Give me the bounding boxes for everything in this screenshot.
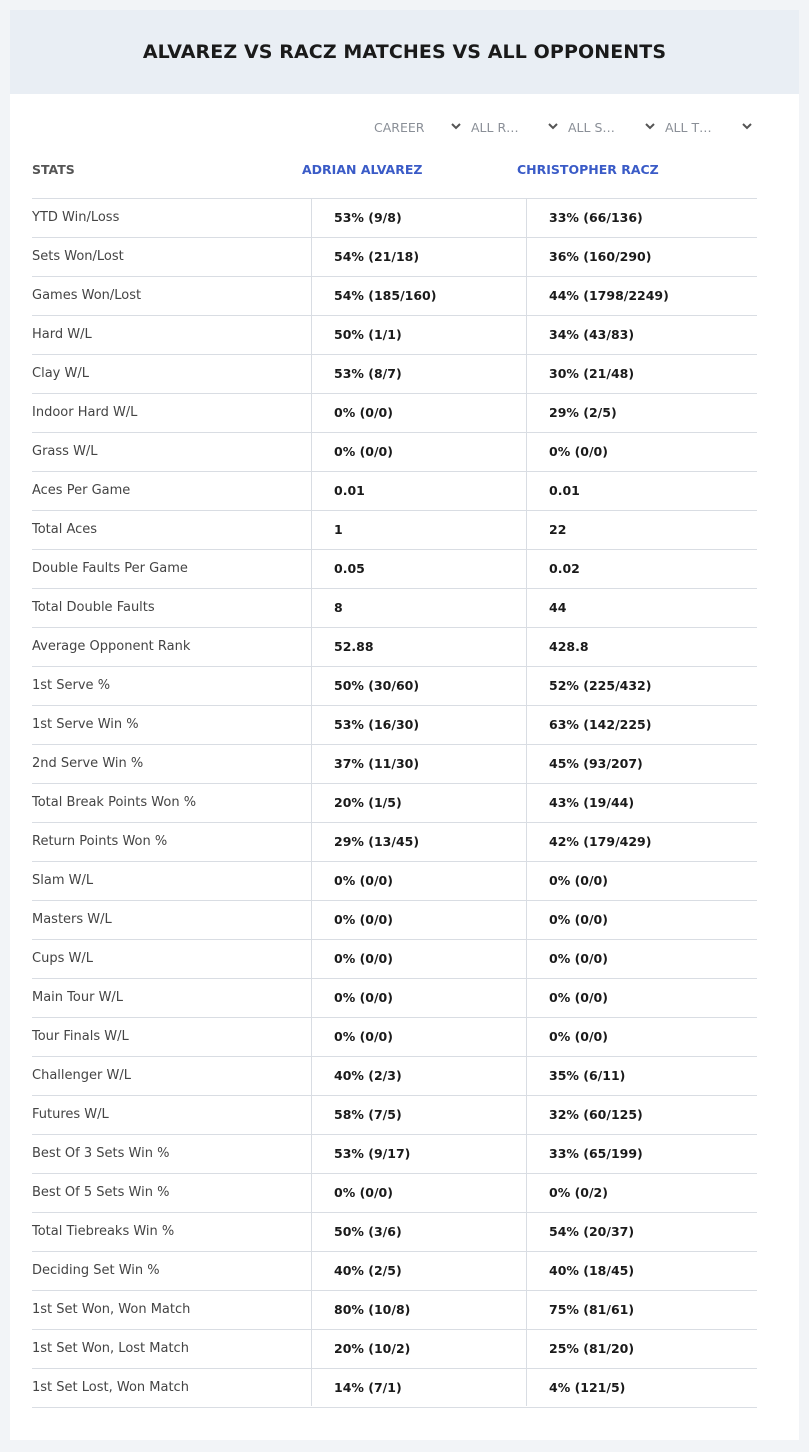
table-row bbox=[32, 667, 757, 706]
player1-value: 0% (0/0) bbox=[334, 444, 393, 459]
player2-value: 54% (20/37) bbox=[549, 1224, 635, 1239]
table-row bbox=[32, 1135, 757, 1174]
player1-value: 0% (0/0) bbox=[334, 1185, 393, 1200]
player2-value: 4% (121/5) bbox=[549, 1380, 626, 1395]
player2-value: 29% (2/5) bbox=[549, 405, 617, 420]
stat-label: 2nd Serve Win % bbox=[32, 756, 144, 771]
stat-label: Slam W/L bbox=[32, 873, 94, 888]
player1-value: 53% (9/8) bbox=[334, 210, 402, 225]
chevron-down-icon bbox=[740, 119, 754, 133]
table-row bbox=[32, 433, 757, 472]
player1-value: 0% (0/0) bbox=[334, 1029, 393, 1044]
player1-value: 0% (0/0) bbox=[334, 912, 393, 927]
table-row bbox=[32, 784, 757, 823]
filter-bar bbox=[370, 116, 758, 138]
player2-value: 0.01 bbox=[549, 483, 580, 498]
player2-value: 0% (0/0) bbox=[549, 951, 608, 966]
stat-label: Indoor Hard W/L bbox=[32, 405, 138, 420]
stat-label: Average Opponent Rank bbox=[32, 639, 191, 654]
table-row bbox=[32, 1096, 757, 1135]
player2-value: 43% (19/44) bbox=[549, 795, 635, 810]
player2-value: 35% (6/11) bbox=[549, 1068, 626, 1083]
player1-value: 53% (9/17) bbox=[334, 1146, 411, 1161]
player1-value: 8 bbox=[334, 600, 343, 615]
player2-value: 42% (179/429) bbox=[549, 834, 652, 849]
table-row bbox=[32, 979, 757, 1018]
stat-label: Aces Per Game bbox=[32, 483, 131, 498]
filter-surface-label: ALL S… bbox=[568, 119, 615, 135]
table-row bbox=[32, 1174, 757, 1213]
stat-label: 1st Set Won, Lost Match bbox=[32, 1341, 189, 1356]
player2-value: 0.02 bbox=[549, 561, 580, 576]
player2-value: 45% (93/207) bbox=[549, 756, 643, 771]
player2-value: 33% (65/199) bbox=[549, 1146, 643, 1161]
player2-value: 40% (18/45) bbox=[549, 1263, 635, 1278]
player1-value: 0.05 bbox=[334, 561, 365, 576]
player2-value: 34% (43/83) bbox=[549, 327, 635, 342]
stat-label: 1st Serve % bbox=[32, 678, 111, 693]
stat-label: Tour Finals W/L bbox=[32, 1029, 129, 1044]
player1-value: 54% (185/160) bbox=[334, 288, 437, 303]
table-row bbox=[32, 355, 757, 394]
stat-label: YTD Win/Loss bbox=[32, 210, 120, 225]
stat-label: 1st Set Won, Won Match bbox=[32, 1302, 191, 1317]
player1-value: 0% (0/0) bbox=[334, 990, 393, 1005]
table-row bbox=[32, 199, 757, 238]
stat-label: Total Break Points Won % bbox=[32, 795, 197, 810]
table-row bbox=[32, 901, 757, 940]
page-title: ALVAREZ VS RACZ MATCHES VS ALL OPPONENTS bbox=[142, 41, 667, 63]
column-divider bbox=[526, 198, 527, 1406]
stat-label: Deciding Set Win % bbox=[32, 1263, 160, 1278]
table-row bbox=[32, 394, 757, 433]
player2-value: 36% (160/290) bbox=[549, 249, 652, 264]
player2-value: 0% (0/0) bbox=[549, 912, 608, 927]
player1-value: 80% (10/8) bbox=[334, 1302, 411, 1317]
stat-label: Total Double Faults bbox=[32, 600, 155, 615]
table-row bbox=[32, 862, 757, 901]
player1-value: 0.01 bbox=[334, 483, 365, 498]
stat-label: Hard W/L bbox=[32, 327, 92, 342]
player1-value: 53% (16/30) bbox=[334, 717, 420, 732]
player1-value: 37% (11/30) bbox=[334, 756, 420, 771]
stat-label: 1st Serve Win % bbox=[32, 717, 139, 732]
filter-round-select[interactable] bbox=[467, 116, 564, 138]
stat-label: Best Of 5 Sets Win % bbox=[32, 1185, 170, 1200]
player1-link[interactable]: ADRIAN ALVAREZ bbox=[302, 162, 423, 177]
stat-label: Challenger W/L bbox=[32, 1068, 131, 1083]
player2-value: 0% (0/2) bbox=[549, 1185, 608, 1200]
table-row bbox=[32, 1252, 757, 1291]
player1-value: 54% (21/18) bbox=[334, 249, 420, 264]
stat-label: Cups W/L bbox=[32, 951, 93, 966]
player2-value: 44% (1798/2249) bbox=[549, 288, 669, 303]
table-header bbox=[32, 160, 757, 198]
stat-label: Futures W/L bbox=[32, 1107, 109, 1122]
player2-value: 0% (0/0) bbox=[549, 990, 608, 1005]
stat-label: Double Faults Per Game bbox=[32, 561, 188, 576]
stats-table bbox=[32, 198, 757, 1408]
filter-tournament-label: ALL T… bbox=[665, 119, 712, 135]
player2-value: 32% (60/125) bbox=[549, 1107, 643, 1122]
filter-surface-select[interactable] bbox=[564, 116, 661, 138]
table-row bbox=[32, 316, 757, 355]
player2-value: 75% (81/61) bbox=[549, 1302, 635, 1317]
player1-value: 40% (2/3) bbox=[334, 1068, 402, 1083]
column-divider bbox=[311, 198, 312, 1406]
player1-value: 0% (0/0) bbox=[334, 951, 393, 966]
player2-value: 0% (0/0) bbox=[549, 873, 608, 888]
player1-value: 20% (10/2) bbox=[334, 1341, 411, 1356]
card-header bbox=[10, 10, 799, 94]
player1-value: 14% (7/1) bbox=[334, 1380, 402, 1395]
table-row bbox=[32, 706, 757, 745]
player1-value: 52.88 bbox=[334, 639, 374, 654]
player1-value: 50% (30/60) bbox=[334, 678, 420, 693]
table-row bbox=[32, 589, 757, 628]
stat-label: Return Points Won % bbox=[32, 834, 168, 849]
table-row bbox=[32, 550, 757, 589]
table-row bbox=[32, 1057, 757, 1096]
stat-label: 1st Set Lost, Won Match bbox=[32, 1380, 189, 1395]
player1-value: 58% (7/5) bbox=[334, 1107, 402, 1122]
player2-value: 428.8 bbox=[549, 639, 589, 654]
player2-value: 52% (225/432) bbox=[549, 678, 652, 693]
chevron-down-icon bbox=[449, 119, 463, 133]
table-row bbox=[32, 1330, 757, 1369]
player1-value: 50% (3/6) bbox=[334, 1224, 402, 1239]
player1-value: 29% (13/45) bbox=[334, 834, 420, 849]
stat-label: Sets Won/Lost bbox=[32, 249, 124, 264]
player1-value: 20% (1/5) bbox=[334, 795, 402, 810]
stat-label: Total Aces bbox=[32, 522, 98, 537]
player1-value: 1 bbox=[334, 522, 343, 537]
table-row bbox=[32, 745, 757, 784]
filter-period-label: CAREER bbox=[374, 119, 425, 135]
player1-value: 0% (0/0) bbox=[334, 873, 393, 888]
chevron-down-icon bbox=[643, 119, 657, 133]
filter-tournament-select[interactable] bbox=[661, 116, 758, 138]
player2-value: 63% (142/225) bbox=[549, 717, 652, 732]
stats-column-header: STATS bbox=[32, 162, 75, 177]
stat-label: Games Won/Lost bbox=[32, 288, 142, 303]
stat-label: Total Tiebreaks Win % bbox=[32, 1224, 175, 1239]
player1-value: 50% (1/1) bbox=[334, 327, 402, 342]
table-row bbox=[32, 1369, 757, 1408]
table-row bbox=[32, 823, 757, 862]
filter-round-label: ALL R… bbox=[471, 119, 519, 135]
stat-label: Masters W/L bbox=[32, 912, 112, 927]
player2-value: 44 bbox=[549, 600, 567, 615]
stat-label: Best Of 3 Sets Win % bbox=[32, 1146, 170, 1161]
table-row bbox=[32, 940, 757, 979]
player2-value: 0% (0/0) bbox=[549, 1029, 608, 1044]
table-row bbox=[32, 1018, 757, 1057]
stat-label: Main Tour W/L bbox=[32, 990, 124, 1005]
player2-link[interactable]: CHRISTOPHER RACZ bbox=[517, 162, 659, 177]
player2-value: 33% (66/136) bbox=[549, 210, 643, 225]
table-row bbox=[32, 1291, 757, 1330]
stat-label: Grass W/L bbox=[32, 444, 98, 459]
player1-value: 0% (0/0) bbox=[334, 405, 393, 420]
player2-value: 0% (0/0) bbox=[549, 444, 608, 459]
table-row bbox=[32, 1213, 757, 1252]
stat-label: Clay W/L bbox=[32, 366, 89, 381]
table-row bbox=[32, 511, 757, 550]
table-row bbox=[32, 472, 757, 511]
player2-value: 25% (81/20) bbox=[549, 1341, 635, 1356]
table-row bbox=[32, 238, 757, 277]
player1-value: 40% (2/5) bbox=[334, 1263, 402, 1278]
table-row bbox=[32, 628, 757, 667]
player2-value: 30% (21/48) bbox=[549, 366, 635, 381]
chevron-down-icon bbox=[546, 119, 560, 133]
player2-value: 22 bbox=[549, 522, 567, 537]
table-row bbox=[32, 277, 757, 316]
player1-value: 53% (8/7) bbox=[334, 366, 402, 381]
filter-period-select[interactable] bbox=[370, 116, 467, 138]
